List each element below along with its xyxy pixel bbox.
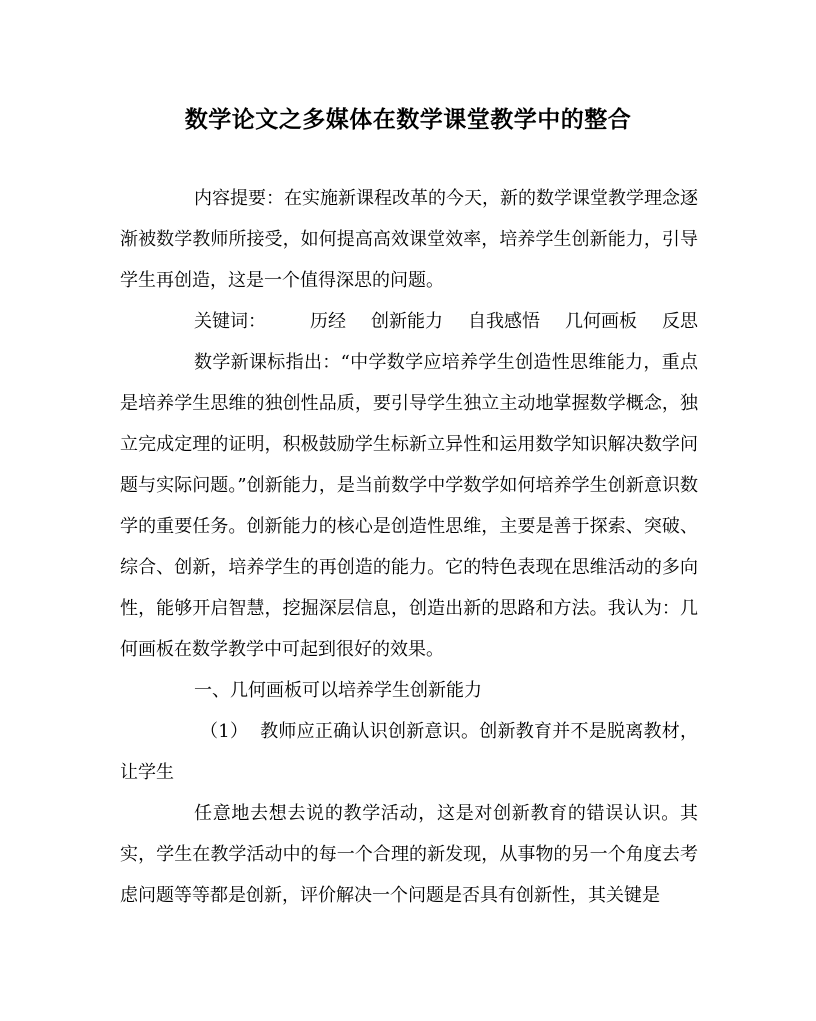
document-body [120,178,698,916]
keywords-line [120,301,698,342]
list-item-number: （1） [200,721,249,742]
keyword: 历经 [310,311,346,332]
keyword: 几何画板 [565,311,637,332]
keywords-list [310,301,698,342]
list-item-text: 教师应正确认识创新意识。创新教育并不是脱离教材，让学生 [120,721,698,783]
list-item [120,711,698,793]
body-paragraph: 数学新课标指出：“中学数学应培养学生创造性思维能力，重点是培养学生思维的独创性品质，要引导学生独立主动地掌握数学概念，独立完成定理的证明，积极鼓励学生标新立异性和运用数学知识解决数学问题与实际问题。”创新能力，是当前数学中学数学如何培养学生创新意识数学的重要任务。创新能力的核心是创造性思维，主要是善于探索、突破、综合、创新，培养学生的再创造的能力。它的特色表现在思维活动的多向性，能够开启智慧，挖掘深层信息，创造出新的思路和方法。我认为：几何画板在数学教学中可起到很好的效果。 [120,352,698,660]
abstract-paragraph: 内容提要：在实施新课程改革的今天，新的数学课堂教学理念逐渐被数学教师所接受，如何提高高效课堂效率，培养学生创新能力，引导学生再创造，这是一个值得深思的问题。 [120,188,698,291]
document-title: 数学论文之多媒体在数学课堂教学中的整合 [184,106,632,133]
keywords-label: 关键词： [194,311,266,332]
keyword: 反思 [662,311,698,332]
section-heading: 一、几何画板可以培养学生创新能力 [194,680,482,701]
keyword: 创新能力 [371,311,443,332]
keyword: 自我感悟 [468,311,540,332]
body-paragraph: 任意地去想去说的教学活动，这是对创新教育的错误认识。其实，学生在教学活动中的每一个合理的新发现，从事物的另一个角度去考虑问题等等都是创新，评价解决一个问题是否具有创新性，其关键是 [120,803,698,906]
